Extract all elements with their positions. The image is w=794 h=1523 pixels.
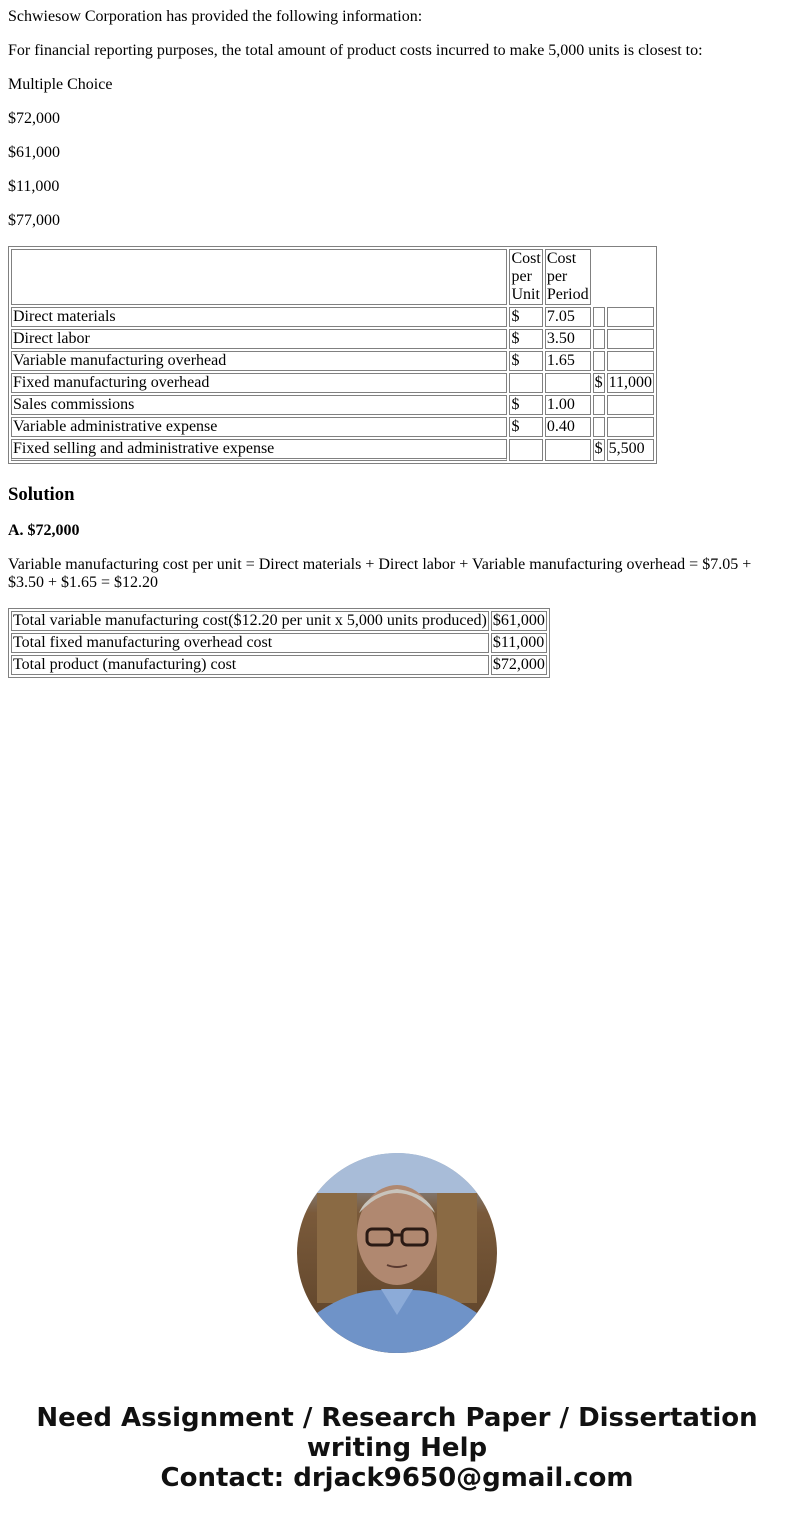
period-symbol — [593, 417, 605, 437]
table-row — [11, 373, 654, 393]
banner-line-2: writing Help — [306, 1433, 488, 1463]
promo-banner — [0, 1403, 794, 1493]
question-intro: Schwiesow Corporation has provided the following information: — [8, 8, 423, 25]
period-value: 11,000 — [608, 374, 652, 391]
row-label: Total fixed manufacturing overhead cost — [11, 633, 489, 653]
period-symbol — [593, 329, 605, 349]
table-header-row — [11, 249, 654, 305]
unit-symbol: $ — [509, 351, 542, 371]
row-label: Variable manufacturing overhead — [11, 351, 507, 371]
unit-symbol: $ — [509, 307, 542, 327]
author-portrait-image — [297, 1153, 497, 1353]
period-symbol: $ — [594, 374, 603, 391]
solution-table — [8, 608, 550, 678]
row-label: Fixed selling and administrative expense — [11, 439, 507, 461]
solution-heading: Solution — [8, 484, 75, 505]
document-body — [8, 0, 786, 678]
choice-option[interactable]: $77,000 — [8, 212, 60, 229]
unit-symbol — [509, 439, 542, 461]
period-symbol: $ — [593, 439, 605, 461]
header-cost-per-period: Cost per Period — [546, 250, 589, 303]
table-row — [11, 307, 654, 327]
unit-symbol: $ — [509, 329, 542, 349]
table-row — [11, 417, 654, 437]
row-label: Variable administrative expense — [11, 417, 507, 437]
period-value: 5,500 — [607, 439, 654, 461]
period-symbol — [593, 395, 605, 415]
table-row — [11, 611, 547, 631]
unit-symbol: $ — [509, 395, 542, 415]
period-value — [607, 329, 654, 349]
table-row — [11, 439, 654, 461]
period-symbol — [593, 351, 605, 371]
unit-symbol: $ — [509, 417, 542, 437]
solution-explanation: Variable manufacturing cost per unit = Direct materials + Direct labor + Variable manufacturing overhead = $7.05 + $3.50 + $1.65 = $12.20 — [8, 556, 752, 591]
table-row — [11, 633, 547, 653]
unit-symbol — [509, 373, 542, 393]
row-value: $61,000 — [492, 612, 545, 629]
row-label: Fixed manufacturing overhead — [11, 373, 507, 393]
unit-value: 1.00 — [545, 395, 591, 415]
choice-option[interactable]: $72,000 — [8, 110, 60, 127]
unit-value: 7.05 — [545, 307, 591, 327]
table-row — [11, 329, 654, 349]
period-value — [607, 351, 654, 371]
unit-value: 0.40 — [545, 417, 591, 437]
unit-value: 3.50 — [545, 329, 591, 349]
choice-header: Multiple Choice — [8, 76, 113, 93]
unit-value: 1.65 — [545, 351, 591, 371]
table-row — [11, 351, 654, 371]
banner-line-1: Need Assignment / Research Paper / Dissertation — [36, 1403, 758, 1433]
unit-value — [545, 439, 591, 461]
period-value — [607, 417, 654, 437]
banner-line-3: Contact: drjack9650@gmail.com — [160, 1463, 634, 1493]
cost-table — [8, 246, 657, 464]
period-value — [607, 307, 654, 327]
question-prompt: For financial reporting purposes, the total amount of product costs incurred to make 5,000 units is closest to: — [8, 42, 703, 59]
header-cost-per-unit: Cost per Unit — [511, 250, 541, 303]
table-row — [11, 655, 547, 675]
unit-value — [545, 373, 591, 393]
row-value: $11,000 — [491, 633, 547, 653]
table-header-blank — [11, 249, 507, 305]
table-row — [11, 395, 654, 415]
period-symbol — [593, 307, 605, 327]
row-label: Direct labor — [11, 329, 507, 349]
choice-option[interactable]: $11,000 — [8, 178, 60, 195]
row-label: Total variable manufacturing cost($12.20 per unit x 5,000 units produced) — [13, 612, 487, 629]
row-label: Sales commissions — [11, 395, 507, 415]
solution-answer: A. $72,000 — [8, 522, 80, 539]
author-avatar — [297, 1153, 497, 1353]
row-value: $72,000 — [492, 656, 545, 673]
period-value — [607, 395, 654, 415]
row-label: Total product (manufacturing) cost — [11, 655, 489, 675]
row-label: Direct materials — [11, 307, 507, 327]
choice-option[interactable]: $61,000 — [8, 144, 60, 161]
